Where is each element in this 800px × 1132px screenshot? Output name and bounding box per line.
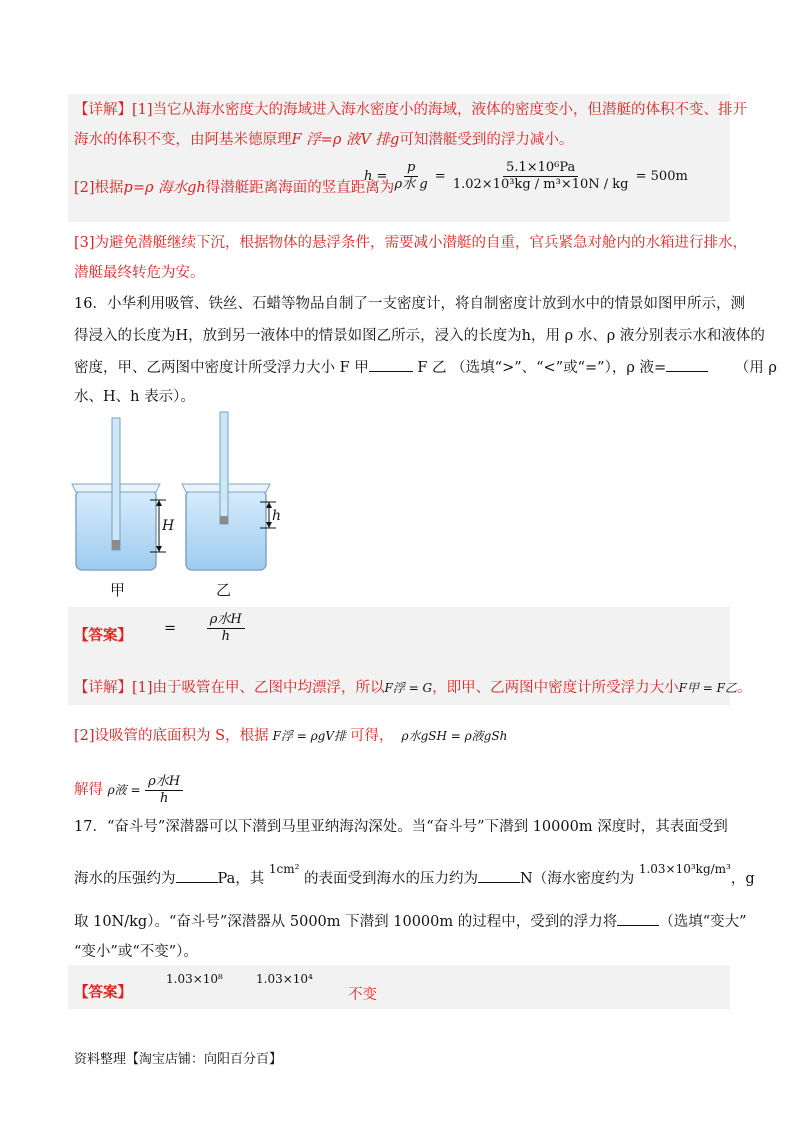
q16-line-2: 得浸入的长度为H，放到另一液体中的情景如图乙所示，浸入的长度为h，用 ρ 水、ρ 液分别表示水和液体的 [74, 328, 765, 344]
beaker-yi [182, 412, 276, 570]
answer-blank[interactable] [176, 868, 218, 883]
hydrometer-figure [70, 410, 290, 605]
q16-detail-3: 解得 ρ液 = $\frac{\text{ρ水H}}{h}$ [74, 770, 183, 810]
answer-blank[interactable] [369, 357, 413, 372]
q16-answer-values: = $\frac{\text{ρ水H}}{h}$ [164, 612, 245, 645]
q16-detail-2: [2]设吸管的底面积为 S，根据 F浮 = ρgV排 可得， ρ水gSH = ρ液gSh [74, 728, 508, 744]
q17-answer-3: 不变 [348, 987, 377, 1003]
label-h: h [272, 508, 282, 524]
label-H: H [162, 518, 175, 534]
label-jia: 甲 [110, 581, 126, 599]
answer-blank[interactable] [666, 357, 708, 372]
label-yi: 乙 [216, 581, 232, 599]
q16-line-4: 水、H、h 表示）。 [74, 389, 195, 405]
q17-answer-label: 【答案】 [74, 984, 132, 1001]
depth-equation: h = $\frac{p}{\text{ρ水 g}}$ = $\frac{\text{5.1×10⁶Pa}}{\text{1.02×10³kg / m³×10N / kg}}$ = 500m [364, 160, 688, 192]
q17-answer-2: 1.03×10⁴ [256, 972, 313, 986]
detail-line-2: 海水的体积不变，由阿基米德原理F 浮=ρ 液V 排g可知潜艇受到的浮力减小。 [74, 132, 574, 148]
footer-text: 资料整理【淘宝店铺：向阳百分百】 [74, 1052, 283, 1067]
q17-answer-1: 1.03×10⁸ [166, 972, 223, 986]
q17-line-1: 17．“奋斗号”深潜器可以下潜到马里亚纳海沟深处。当“奋斗号”下潜到 10000m 深度时，其表面受到 [74, 819, 728, 835]
answer-blank[interactable] [478, 868, 520, 883]
detail-line-1: 【详解】[1]当它从海水密度大的海域进入海水密度小的海域，液体的密度变小，但潜艇的体积不变、排开 [74, 102, 748, 118]
q16-line-3: 密度，甲、乙两图中密度计所受浮力大小 F 甲 F 乙 （选填“>”、“<”或“=”），ρ 液= （用 ρ [74, 357, 777, 378]
q16-detail-1: 【详解】[1]由于吸管在甲、乙图中均漂浮，所以F浮 = G，即甲、乙两图中密度计所受浮力大小F甲 = F乙。 [74, 680, 752, 696]
q16-line-1: 16．小华利用吸管、铁丝、石蜡等物品自制了一支密度计，将自制密度计放到水中的情景如图甲所示，测 [74, 296, 745, 312]
detail-line-5: 潜艇最终转危为安。 [74, 265, 205, 281]
q16-answer: 【答案】 [74, 627, 132, 644]
detail-line-4: [3]为避免潜艇继续下沉，根据物体的悬浮条件，需要减小潜艇的自重，官兵紧急对舱内的水箱进行排水， [74, 235, 748, 251]
q17-line-4: “变小”或“不变”）。 [74, 944, 198, 960]
detail-line-3: [2]根据p=ρ 海水gh得潜艇距离海面的竖直距离为 [74, 180, 395, 196]
answer-blank[interactable] [617, 911, 659, 926]
q17-line-3: 取 10N/kg）。“奋斗号”深潜器从 5000m 下潜到 10000m 的过程中，受到的浮力将 （选填“变大” [74, 911, 747, 932]
beaker-jia [72, 418, 166, 570]
q17-line-2: 海水的压强约为 Pa，其 $^{1cm^2}$ 的表面受到海水的压力约为 N（海水密度约为 $^{1.03\times 10^3kg/m^3}$，g [74, 862, 755, 887]
